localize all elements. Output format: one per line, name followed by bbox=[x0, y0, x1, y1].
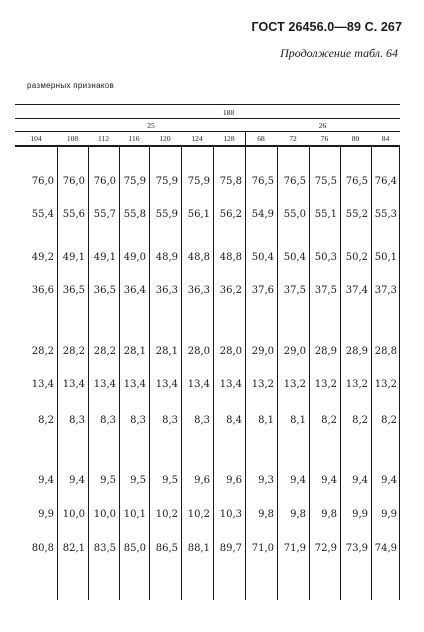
column-header: 76 bbox=[320, 134, 329, 143]
table-cell: 37,5 bbox=[283, 285, 306, 296]
table-cell: 55,8 bbox=[123, 209, 146, 220]
table-cell: 75,9 bbox=[155, 176, 178, 187]
table-cell: 13,4 bbox=[62, 379, 85, 390]
table-cell: 76,0 bbox=[62, 176, 85, 187]
table-rule-188 bbox=[15, 118, 400, 119]
table-cell: 71,0 bbox=[251, 543, 274, 554]
table-cell: 49,1 bbox=[93, 252, 116, 263]
column-header: 124 bbox=[191, 134, 203, 143]
table-cell: 86,5 bbox=[155, 543, 178, 554]
table-cell: 54,9 bbox=[251, 209, 274, 220]
table-cell: 55,7 bbox=[93, 209, 116, 220]
table-cell: 76,0 bbox=[31, 176, 54, 187]
table-cell: 36,3 bbox=[155, 285, 178, 296]
table-cell: 9,3 bbox=[258, 475, 274, 486]
column-header: 128 bbox=[223, 134, 235, 143]
table-cell: 85,0 bbox=[123, 543, 146, 554]
table-cell: 8,3 bbox=[130, 415, 146, 426]
group-header-26: 26 bbox=[318, 121, 327, 130]
table-top-rule bbox=[15, 104, 400, 105]
table-cell: 48,9 bbox=[155, 252, 178, 263]
table-cell: 28,9 bbox=[345, 346, 368, 357]
table-cell: 13,2 bbox=[283, 379, 306, 390]
column-header: 68 bbox=[257, 134, 265, 143]
table-cell: 13,4 bbox=[155, 379, 178, 390]
table-cell: 10,2 bbox=[187, 509, 210, 520]
table-continuation-label: Продолжение табл. 64 bbox=[280, 46, 398, 60]
table-rule-columns bbox=[15, 145, 400, 147]
table-cell: 13,4 bbox=[31, 379, 54, 390]
table-cell: 76,4 bbox=[374, 176, 397, 187]
table-cell: 13,2 bbox=[345, 379, 368, 390]
table-cell: 10,0 bbox=[93, 509, 116, 520]
table-cell: 28,0 bbox=[219, 346, 242, 357]
table-right-edge bbox=[399, 145, 400, 600]
table-cell: 56,2 bbox=[219, 209, 242, 220]
column-header: 116 bbox=[128, 134, 140, 143]
table-cell: 10,3 bbox=[219, 509, 242, 520]
table-cell: 9,8 bbox=[290, 509, 306, 520]
table-cell: 9,9 bbox=[352, 509, 368, 520]
table-cell: 13,4 bbox=[123, 379, 146, 390]
table-cell: 28,2 bbox=[93, 346, 116, 357]
table-cell: 28,2 bbox=[62, 346, 85, 357]
table-cell: 28,9 bbox=[314, 346, 337, 357]
table-cell: 13,2 bbox=[314, 379, 337, 390]
table-cell: 9,4 bbox=[352, 475, 368, 486]
table-cell: 55,6 bbox=[62, 209, 85, 220]
table-cell: 9,6 bbox=[226, 475, 242, 486]
table-cell: 8,3 bbox=[100, 415, 116, 426]
table-cell: 55,0 bbox=[283, 209, 306, 220]
table-cell: 8,2 bbox=[352, 415, 368, 426]
column-divider bbox=[245, 131, 246, 600]
table-cell: 8,2 bbox=[321, 415, 337, 426]
table-caption: размерных признаков bbox=[27, 81, 115, 90]
table-cell: 9,9 bbox=[38, 509, 54, 520]
table-cell: 50,4 bbox=[251, 252, 274, 263]
column-header: 80 bbox=[351, 134, 360, 143]
table-cell: 9,6 bbox=[194, 475, 210, 486]
table-cell: 73,9 bbox=[345, 543, 368, 554]
table-cell: 28,0 bbox=[187, 346, 210, 357]
table-cell: 36,3 bbox=[187, 285, 210, 296]
table-cell: 75,9 bbox=[187, 176, 210, 187]
table-cell: 28,1 bbox=[123, 346, 146, 357]
table-cell: 9,5 bbox=[162, 475, 178, 486]
table-cell: 8,3 bbox=[162, 415, 178, 426]
table-cell: 29,0 bbox=[283, 346, 306, 357]
table-cell: 48,8 bbox=[219, 252, 242, 263]
table-cell: 28,1 bbox=[155, 346, 178, 357]
table-cell: 28,2 bbox=[31, 346, 54, 357]
table-cell: 88,1 bbox=[187, 543, 210, 554]
column-header: 104 bbox=[30, 134, 42, 143]
table-cell: 50,4 bbox=[283, 252, 306, 263]
table-cell: 75,8 bbox=[219, 176, 242, 187]
table-cell: 37,6 bbox=[251, 285, 274, 296]
table-cell: 50,1 bbox=[374, 252, 397, 263]
table-cell: 9,5 bbox=[100, 475, 116, 486]
table-cell: 76,0 bbox=[93, 176, 116, 187]
column-header: 108 bbox=[66, 134, 79, 143]
table-cell: 36,5 bbox=[62, 285, 85, 296]
table-cell: 37,3 bbox=[374, 285, 397, 296]
table-cell: 80,8 bbox=[31, 543, 54, 554]
table-cell: 9,9 bbox=[381, 509, 397, 520]
table-cell: 50,2 bbox=[345, 252, 368, 263]
table-cell: 55,4 bbox=[31, 209, 54, 220]
table-cell: 36,2 bbox=[219, 285, 242, 296]
table-cell: 29,0 bbox=[251, 346, 274, 357]
table-cell: 37,4 bbox=[345, 285, 368, 296]
table-cell: 55,3 bbox=[374, 209, 397, 220]
table-cell: 13,4 bbox=[93, 379, 116, 390]
table-cell: 49,1 bbox=[62, 252, 85, 263]
table-cell: 9,8 bbox=[321, 509, 337, 520]
table-cell: 8,2 bbox=[381, 415, 397, 426]
table-cell: 49,2 bbox=[31, 252, 54, 263]
table-cell: 76,5 bbox=[345, 176, 368, 187]
column-header: 120 bbox=[159, 134, 171, 143]
table-cell: 72,9 bbox=[314, 543, 337, 554]
table-cell: 10,0 bbox=[62, 509, 85, 520]
table-cell: 50,3 bbox=[314, 252, 337, 263]
table-cell: 89,7 bbox=[219, 543, 242, 554]
table-cell: 36,6 bbox=[31, 285, 54, 296]
table-cell: 75,9 bbox=[123, 176, 146, 187]
table-cell: 71,9 bbox=[283, 543, 306, 554]
table-cell: 10,1 bbox=[123, 509, 146, 520]
column-header: 72 bbox=[289, 134, 297, 143]
table-cell: 49,0 bbox=[123, 252, 146, 263]
table-cell: 75,5 bbox=[314, 176, 337, 187]
table-cell: 9,8 bbox=[258, 509, 274, 520]
table-cell: 36,4 bbox=[123, 285, 146, 296]
table-cell: 56,1 bbox=[187, 209, 210, 220]
table-cell: 10,2 bbox=[155, 509, 178, 520]
table-cell: 8,1 bbox=[258, 415, 274, 426]
table-cell: 9,4 bbox=[38, 475, 54, 486]
table-cell: 13,2 bbox=[374, 379, 397, 390]
table-cell: 82,1 bbox=[62, 543, 85, 554]
column-header: 84 bbox=[381, 134, 390, 143]
table-cell: 74,9 bbox=[374, 543, 397, 554]
table-cell: 28,8 bbox=[374, 346, 397, 357]
table-cell: 55,9 bbox=[155, 209, 178, 220]
table-cell: 13,4 bbox=[219, 379, 242, 390]
table-cell: 9,5 bbox=[130, 475, 146, 486]
table-cell: 8,3 bbox=[69, 415, 85, 426]
page-header-standard: ГОСТ 26456.0—89 С. 267 bbox=[251, 20, 402, 34]
table-cell: 83,5 bbox=[93, 543, 116, 554]
table-cell: 36,5 bbox=[93, 285, 116, 296]
group-header-25: 25 bbox=[147, 121, 155, 130]
column-header: 112 bbox=[98, 134, 109, 143]
table-cell: 8,2 bbox=[38, 415, 54, 426]
table-rule-group bbox=[15, 131, 400, 132]
table-cell: 55,1 bbox=[314, 209, 337, 220]
table-cell: 37,5 bbox=[314, 285, 337, 296]
table-cell: 8,1 bbox=[290, 415, 306, 426]
table-cell: 55,2 bbox=[345, 209, 368, 220]
table-cell: 9,4 bbox=[321, 475, 337, 486]
table-cell: 9,4 bbox=[69, 475, 85, 486]
table-cell: 76,5 bbox=[251, 176, 274, 187]
table-cell: 9,4 bbox=[381, 475, 397, 486]
table-cell: 13,4 bbox=[187, 379, 210, 390]
table-cell: 8,3 bbox=[194, 415, 210, 426]
table-cell: 8,4 bbox=[226, 415, 242, 426]
table-cell: 13,2 bbox=[251, 379, 274, 390]
table-cell: 48,8 bbox=[187, 252, 210, 263]
table-cell: 9,4 bbox=[290, 475, 306, 486]
table-cell: 76,5 bbox=[283, 176, 306, 187]
header-188: 188 bbox=[222, 108, 235, 117]
